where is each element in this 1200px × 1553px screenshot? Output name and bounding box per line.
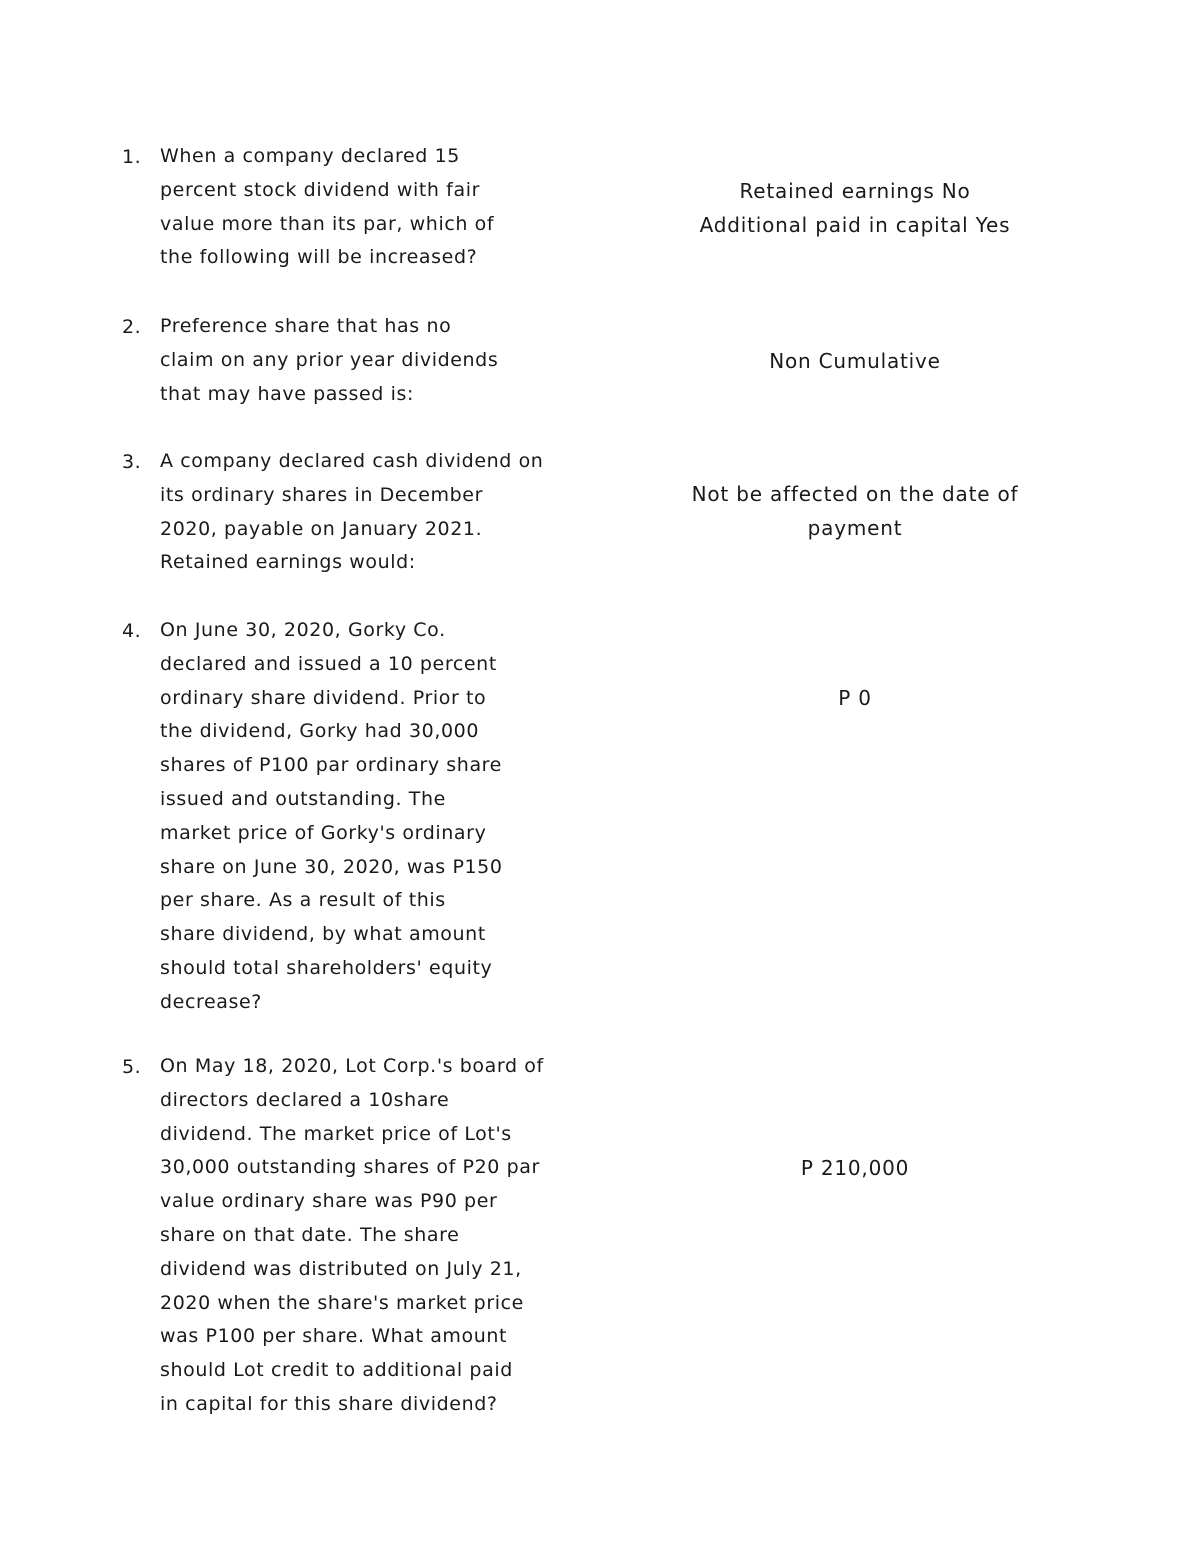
answer-text: Retained earnings No Additional paid in capital Yes bbox=[699, 179, 1011, 237]
question-text: A company declared cash dividend on its ordinary shares in December 2020, payable on January 2021. Retained earnings would: bbox=[160, 450, 544, 574]
answer-text: Not be affected on the date of payment bbox=[691, 482, 1019, 540]
question-number: 5. bbox=[122, 1056, 142, 1078]
question-number: 1. bbox=[122, 146, 142, 168]
question-text: On June 30, 2020, Gorky Co. declared and issued a 10 percent ordinary share dividend. Prior to the dividend, Gorky had 30,000 shares of P100 par ordinary share issued and outstanding. The market price of Gorky's ordinary share on June 30, 2020, was P150 per share. As a result of this share dividend, by what amount should total shareholders' equity decrease? bbox=[160, 619, 503, 1013]
answer-text: P 0 bbox=[838, 686, 872, 710]
question-number: 2. bbox=[122, 316, 142, 338]
question-number: 3. bbox=[122, 451, 142, 473]
question-text: Preference share that has no claim on any prior year dividends that may have passed is: bbox=[160, 315, 499, 405]
question-text: When a company declared 15 percent stock dividend with fair value more than its par, which of the following will be increased? bbox=[160, 145, 495, 269]
question-number: 4. bbox=[122, 620, 142, 642]
answer-text: P 210,000 bbox=[800, 1156, 910, 1180]
question-text: On May 18, 2020, Lot Corp.'s board of directors declared a 10share dividend. The market price of Lot's 30,000 outstanding shares of P20 par value ordinary share was P90 per share on that date. The share dividend was distributed on July 21, 2020 when the share's market price was P100 per share. What amount should Lot credit to additional paid in capital for this share dividend? bbox=[160, 1055, 544, 1415]
answer-text: Non Cumulative bbox=[769, 349, 941, 373]
